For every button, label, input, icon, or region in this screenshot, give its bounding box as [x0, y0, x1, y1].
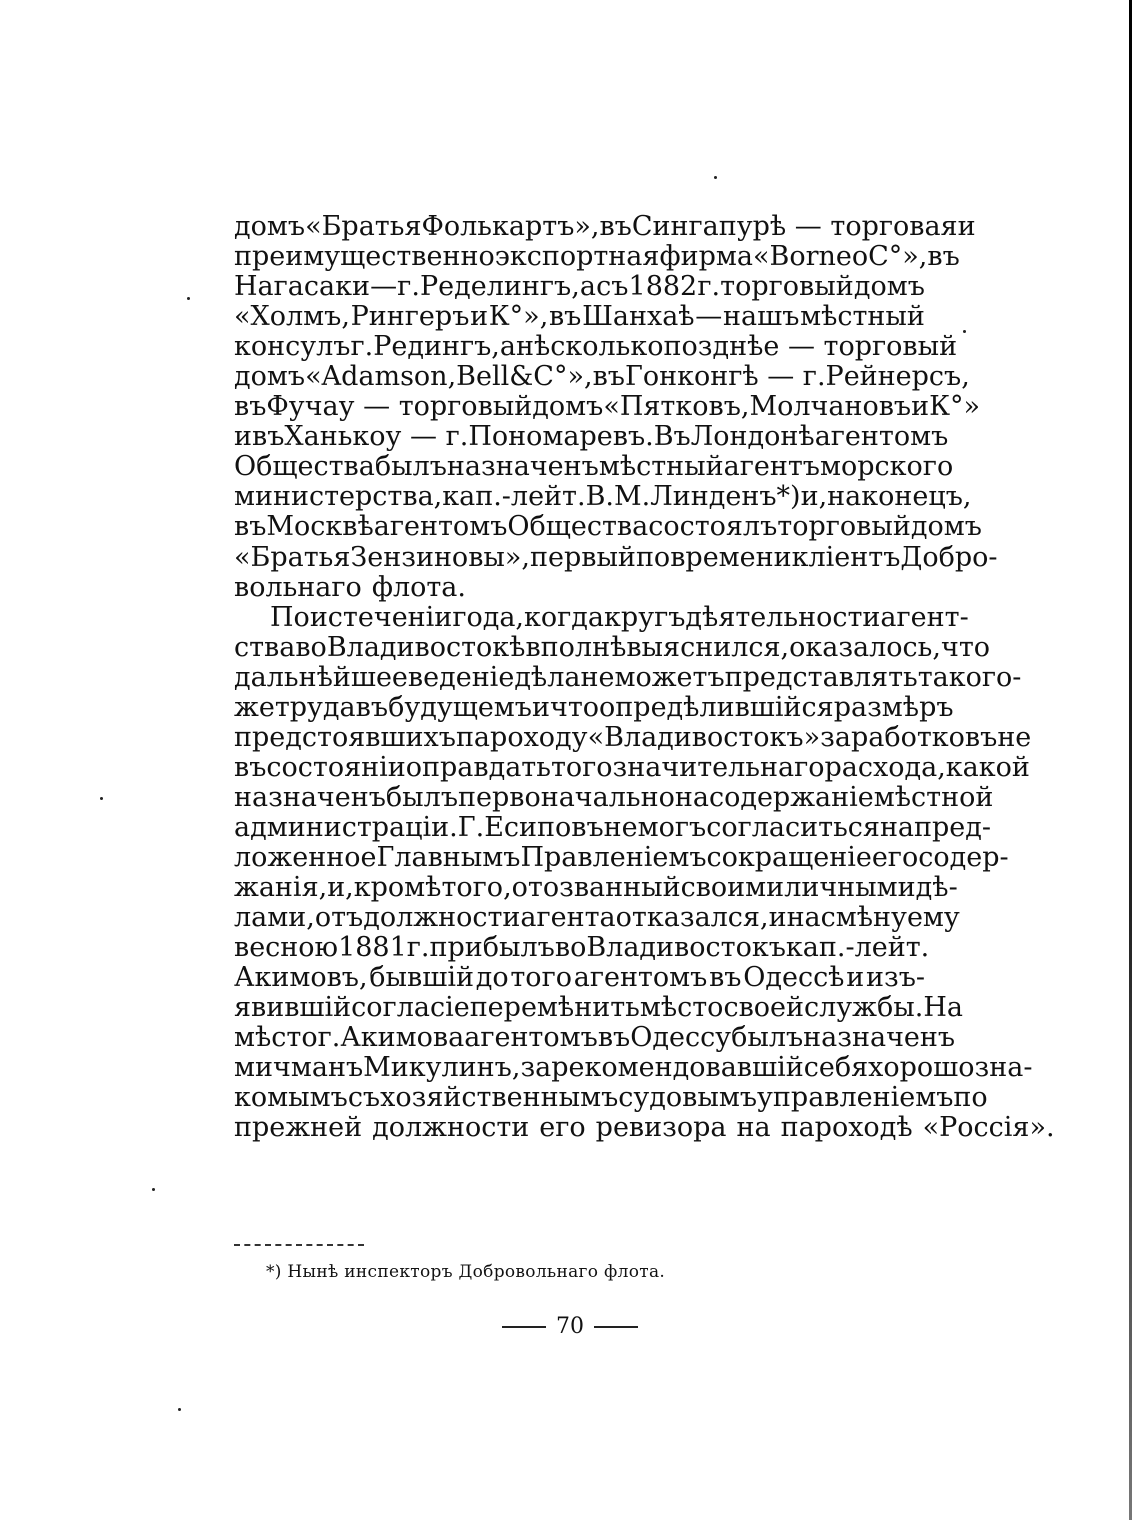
word: мѣстный: [800, 301, 925, 333]
word: консулъ: [234, 331, 351, 363]
word: В.: [585, 481, 615, 513]
word: Редингъ,: [373, 331, 500, 363]
word: пароходѣ: [780, 1112, 913, 1144]
word: Микулинъ,: [363, 1052, 521, 1084]
word: сокращеніе: [706, 841, 872, 873]
scan-speck: [714, 176, 717, 179]
word: нѣсколько: [515, 331, 664, 363]
word: смѣну: [820, 902, 907, 934]
word: по: [953, 1082, 988, 1114]
word: г.: [397, 271, 420, 303]
word: К°»,: [488, 301, 549, 333]
word: М.: [614, 481, 651, 513]
word: Въ: [653, 421, 691, 453]
word: въ: [597, 1022, 631, 1054]
page-number-dash-left: [502, 1326, 546, 1328]
text-line: [234, 451, 954, 483]
word: «Пятковъ,: [603, 391, 750, 423]
word: судовымъ: [618, 1082, 758, 1114]
word: на: [786, 902, 821, 934]
word: отказался,: [615, 902, 769, 934]
word: въ: [234, 751, 267, 783]
text-line: [234, 421, 949, 453]
word: и: [911, 391, 930, 423]
word: представлять: [724, 661, 918, 693]
word: морского: [820, 451, 954, 483]
word: «Владивостокъ»: [587, 721, 821, 753]
word: такого-: [917, 661, 1022, 693]
scan-speck: [178, 1408, 181, 1411]
footnote-separator: [234, 1244, 364, 1248]
word: кругъ: [604, 601, 686, 633]
word: кап.-лейт.: [785, 932, 930, 964]
word: На: [923, 992, 963, 1024]
text-line: [234, 992, 963, 1024]
text-line: [234, 272, 925, 302]
word: оказалось,: [789, 631, 941, 663]
word: кліентъ: [791, 541, 901, 573]
word: состоялъ: [648, 511, 778, 543]
word: управленіемъ: [757, 1082, 954, 1114]
word: согласиться: [706, 811, 880, 843]
word: значительнаго: [612, 751, 825, 783]
word: Bell: [456, 361, 510, 393]
word: оправдать: [405, 751, 551, 783]
text-line: [234, 541, 998, 573]
word: дальнѣйшее: [234, 661, 408, 693]
word: по: [635, 541, 671, 573]
word: дѣ-: [915, 872, 958, 904]
word: Нагасаки: [234, 271, 370, 303]
word: кромѣ: [353, 872, 442, 904]
word: нашъ: [723, 301, 800, 333]
word: мичманъ: [234, 1052, 364, 1084]
word: торговый: [720, 271, 854, 303]
word: во: [554, 932, 587, 964]
word: домъ: [234, 211, 306, 242]
word: содержаніе: [708, 781, 874, 813]
word: Ределингъ,: [420, 271, 580, 303]
word: въ: [709, 962, 742, 994]
word: 1882: [628, 271, 698, 303]
word: и: [768, 902, 787, 934]
word: агентомъ: [814, 421, 949, 453]
word: ему: [906, 902, 960, 934]
text-line: [234, 872, 958, 904]
word: въ: [927, 241, 960, 273]
word: К°»: [929, 391, 981, 423]
word: содер-: [918, 841, 1009, 873]
word: заработковъ: [820, 721, 998, 753]
text-line: [234, 631, 991, 663]
word: былъ: [385, 781, 458, 813]
scan-speck: [100, 797, 103, 800]
word: и: [846, 962, 865, 994]
word: не: [580, 661, 615, 693]
word: что: [940, 631, 991, 663]
word: должности: [372, 1112, 530, 1144]
word: агент-: [880, 601, 969, 633]
word: личными: [784, 872, 916, 904]
word: г.: [697, 271, 721, 303]
word: а: [499, 331, 516, 363]
word: хозяйственнымъ: [380, 1082, 619, 1114]
word: Зензиновы»,: [350, 541, 530, 573]
word: лами,: [234, 902, 315, 934]
word: службы.: [804, 992, 924, 1024]
word: Ханькоу — г.: [284, 421, 469, 453]
text-line: [234, 721, 1032, 753]
word: что: [549, 691, 600, 723]
word: агентомъ: [573, 962, 708, 994]
word: Одессѣ: [743, 962, 845, 994]
word: прибылъ: [429, 932, 555, 964]
word: хорошо: [868, 1052, 975, 1084]
word: отозванный: [511, 872, 681, 904]
text-line: [234, 481, 972, 513]
text-line: [234, 511, 982, 543]
word: до: [475, 962, 509, 994]
text-line: [234, 331, 958, 363]
word: Фучау — торговый: [266, 391, 533, 423]
word: его: [871, 841, 919, 873]
word: не: [997, 721, 1032, 753]
word: Акимова: [340, 1022, 465, 1054]
word: «Братья: [305, 211, 422, 242]
word: изъ-: [865, 962, 925, 994]
text-line: [234, 902, 960, 934]
word: C°»,: [868, 241, 928, 273]
word: весною: [234, 932, 339, 964]
word: Владивостокъ: [586, 932, 786, 964]
word: а: [579, 271, 597, 303]
text-line: [234, 691, 954, 723]
word: своей: [723, 992, 805, 1024]
word: не: [603, 811, 638, 843]
word: &: [509, 361, 534, 393]
word: Владивостокѣ: [326, 631, 526, 663]
word: и: [234, 421, 252, 453]
word: флота.: [371, 571, 466, 603]
word: Правленіемъ: [520, 841, 707, 873]
word: позднѣе — торговый: [663, 331, 958, 363]
word: бывшій: [369, 962, 474, 994]
text-line: [234, 601, 969, 633]
word: съ: [347, 1082, 381, 1114]
word: какой: [945, 751, 1030, 783]
word: Главнымъ: [376, 841, 521, 873]
word: Рейнерсъ,: [825, 361, 970, 393]
word: и: [531, 691, 550, 723]
word: истеченіи: [309, 601, 453, 633]
word: пред-: [914, 811, 992, 843]
word: прежней: [234, 1112, 363, 1144]
word: «Холмъ,: [234, 301, 350, 333]
word: Г.: [457, 811, 485, 843]
text-line: [234, 751, 1030, 783]
word: предстоявшихъ: [234, 721, 456, 753]
word: агентъ: [723, 451, 820, 483]
word: г.: [317, 1022, 341, 1054]
text-line: [234, 573, 925, 603]
word: —: [695, 301, 723, 333]
word: жанія,: [234, 872, 328, 904]
word: Есиповъ: [484, 811, 604, 843]
word: на: [674, 781, 709, 813]
word: состояніи: [266, 751, 406, 783]
word: «Borneo: [752, 241, 869, 273]
word: домъ: [853, 271, 925, 303]
word: г.: [350, 331, 374, 363]
word: опредѣлившійся: [599, 691, 834, 723]
word: Молчановъ: [749, 391, 912, 423]
text-line: [234, 302, 925, 332]
word: выяснился,: [626, 631, 790, 663]
word: въ: [592, 361, 625, 393]
word: былъ: [374, 451, 447, 483]
scan-speck: [187, 297, 190, 300]
word: Лондонѣ: [690, 421, 815, 453]
word: ложенное: [234, 841, 377, 873]
word: вполнѣ: [525, 631, 627, 663]
word: домъ: [532, 391, 604, 423]
word: своими: [680, 872, 785, 904]
word: вольнаго: [234, 571, 362, 603]
word: съ: [596, 271, 629, 303]
word: размѣръ: [833, 691, 954, 723]
word: агентомъ: [373, 511, 508, 543]
word: и,: [800, 481, 828, 513]
word: ства: [234, 631, 296, 663]
word: труда: [274, 691, 356, 723]
word: Москвѣ: [266, 511, 374, 543]
word: домъ: [910, 511, 982, 543]
word: будущемъ: [388, 691, 532, 723]
word: экспортная: [494, 241, 660, 273]
word: дѣятельности: [685, 601, 881, 633]
page-number-dash-right: [594, 1326, 638, 1328]
word: въ: [599, 211, 632, 242]
word: явившій: [234, 992, 352, 1024]
text-line: [234, 1082, 988, 1114]
word: Линденъ*): [650, 481, 801, 513]
word: назначенъ: [234, 781, 386, 813]
text-line: [234, 841, 1009, 873]
word: первый: [529, 541, 636, 573]
scan-speck: [152, 1188, 155, 1191]
word: домъ: [234, 361, 306, 393]
word: Общества: [507, 511, 649, 543]
word: мѣстный: [598, 451, 724, 483]
word: агента: [520, 902, 616, 934]
word: можетъ: [614, 661, 725, 693]
word: Шанхаѣ: [582, 301, 695, 333]
paragraph-1: [234, 211, 998, 603]
text-line: [234, 1112, 1055, 1144]
word: года,: [452, 601, 525, 633]
word: Одессу: [630, 1022, 732, 1054]
word: назначенъ: [446, 451, 599, 483]
scan-speck: [963, 330, 966, 333]
word: отъ: [314, 902, 364, 934]
word: на: [879, 811, 915, 843]
word: расхода,: [824, 751, 946, 783]
word: преимущественно: [234, 241, 495, 273]
word: первоначально: [458, 781, 675, 813]
word: Сингапурѣ — торговая: [631, 211, 958, 242]
word: и,: [327, 872, 354, 904]
word: «Братья: [234, 541, 351, 573]
word: администраціи.: [234, 811, 458, 843]
word: зарекомендовавшій: [520, 1052, 804, 1084]
word: «Россія».: [922, 1112, 1055, 1144]
word: министерства,: [234, 481, 443, 513]
word: себя: [803, 1052, 869, 1084]
word: въ: [355, 691, 389, 723]
word: Рингеръ: [350, 301, 470, 333]
page-edge-shadow: [1129, 0, 1132, 1520]
word: на: [736, 1112, 771, 1144]
word: когда: [524, 601, 605, 633]
word: 1881: [338, 932, 407, 964]
word: его: [539, 1112, 586, 1144]
word: въ: [234, 391, 267, 423]
page-number: 70: [556, 1314, 584, 1339]
word: назначенъ: [803, 1022, 956, 1054]
word: наконецъ,: [827, 481, 972, 513]
word: же: [234, 691, 275, 723]
text-line: [234, 781, 994, 813]
word: въ: [252, 421, 285, 453]
text-line: [234, 211, 976, 242]
word: «Adamson,: [305, 361, 457, 393]
word: дѣла: [514, 661, 581, 693]
word: согласіе: [351, 992, 470, 1024]
word: Общества: [234, 451, 375, 483]
text-line: [234, 391, 981, 423]
word: того: [510, 962, 572, 994]
text-line: [234, 241, 960, 273]
text-line: [234, 811, 992, 843]
word: фирма: [659, 241, 753, 273]
word: мѣсто: [639, 992, 724, 1024]
word: Гонконгѣ — г.: [624, 361, 826, 393]
text-line: [234, 932, 930, 964]
word: Фолькартъ»,: [421, 211, 600, 242]
text-line: [234, 1052, 1033, 1084]
word: торговый: [777, 511, 911, 543]
word: должности: [363, 902, 521, 934]
word: былъ: [731, 1022, 804, 1054]
word: въ: [234, 511, 267, 543]
word: въ: [548, 301, 582, 333]
word: веденіе: [407, 661, 515, 693]
text-line: [234, 361, 970, 393]
word: г.: [406, 932, 430, 964]
word: времени: [670, 541, 792, 573]
word: агентомъ: [464, 1022, 598, 1054]
word: По: [270, 601, 310, 633]
word: комымъ: [234, 1082, 348, 1114]
word: кап.-лейт.: [442, 481, 586, 513]
word: Пономаревъ.: [468, 421, 654, 453]
word: того: [550, 751, 613, 783]
word: пароходу: [455, 721, 588, 753]
word: мѣстной: [873, 781, 994, 813]
word: зна-: [974, 1052, 1033, 1084]
text-line: [234, 963, 925, 993]
word: Добро-: [900, 541, 998, 573]
page-number-block: [0, 1314, 1140, 1339]
word: могъ: [637, 811, 707, 843]
word: Акимовъ,: [234, 962, 368, 994]
word: и: [957, 211, 976, 242]
word: и: [470, 301, 489, 333]
word: того,: [441, 872, 512, 904]
word: —: [370, 271, 398, 303]
text-line: [234, 1022, 956, 1054]
footnote: *) Нынѣ инспекторъ Добровольнаго флота.: [266, 1262, 666, 1282]
word: перемѣнить: [469, 992, 640, 1024]
word: C°»,: [533, 361, 593, 393]
paragraph-2: [234, 601, 1055, 1144]
body-text: [234, 211, 1055, 1144]
text-line: [234, 661, 1022, 693]
word: во: [295, 631, 327, 663]
word: ревизора: [595, 1112, 727, 1144]
word: мѣсто: [234, 1022, 318, 1054]
